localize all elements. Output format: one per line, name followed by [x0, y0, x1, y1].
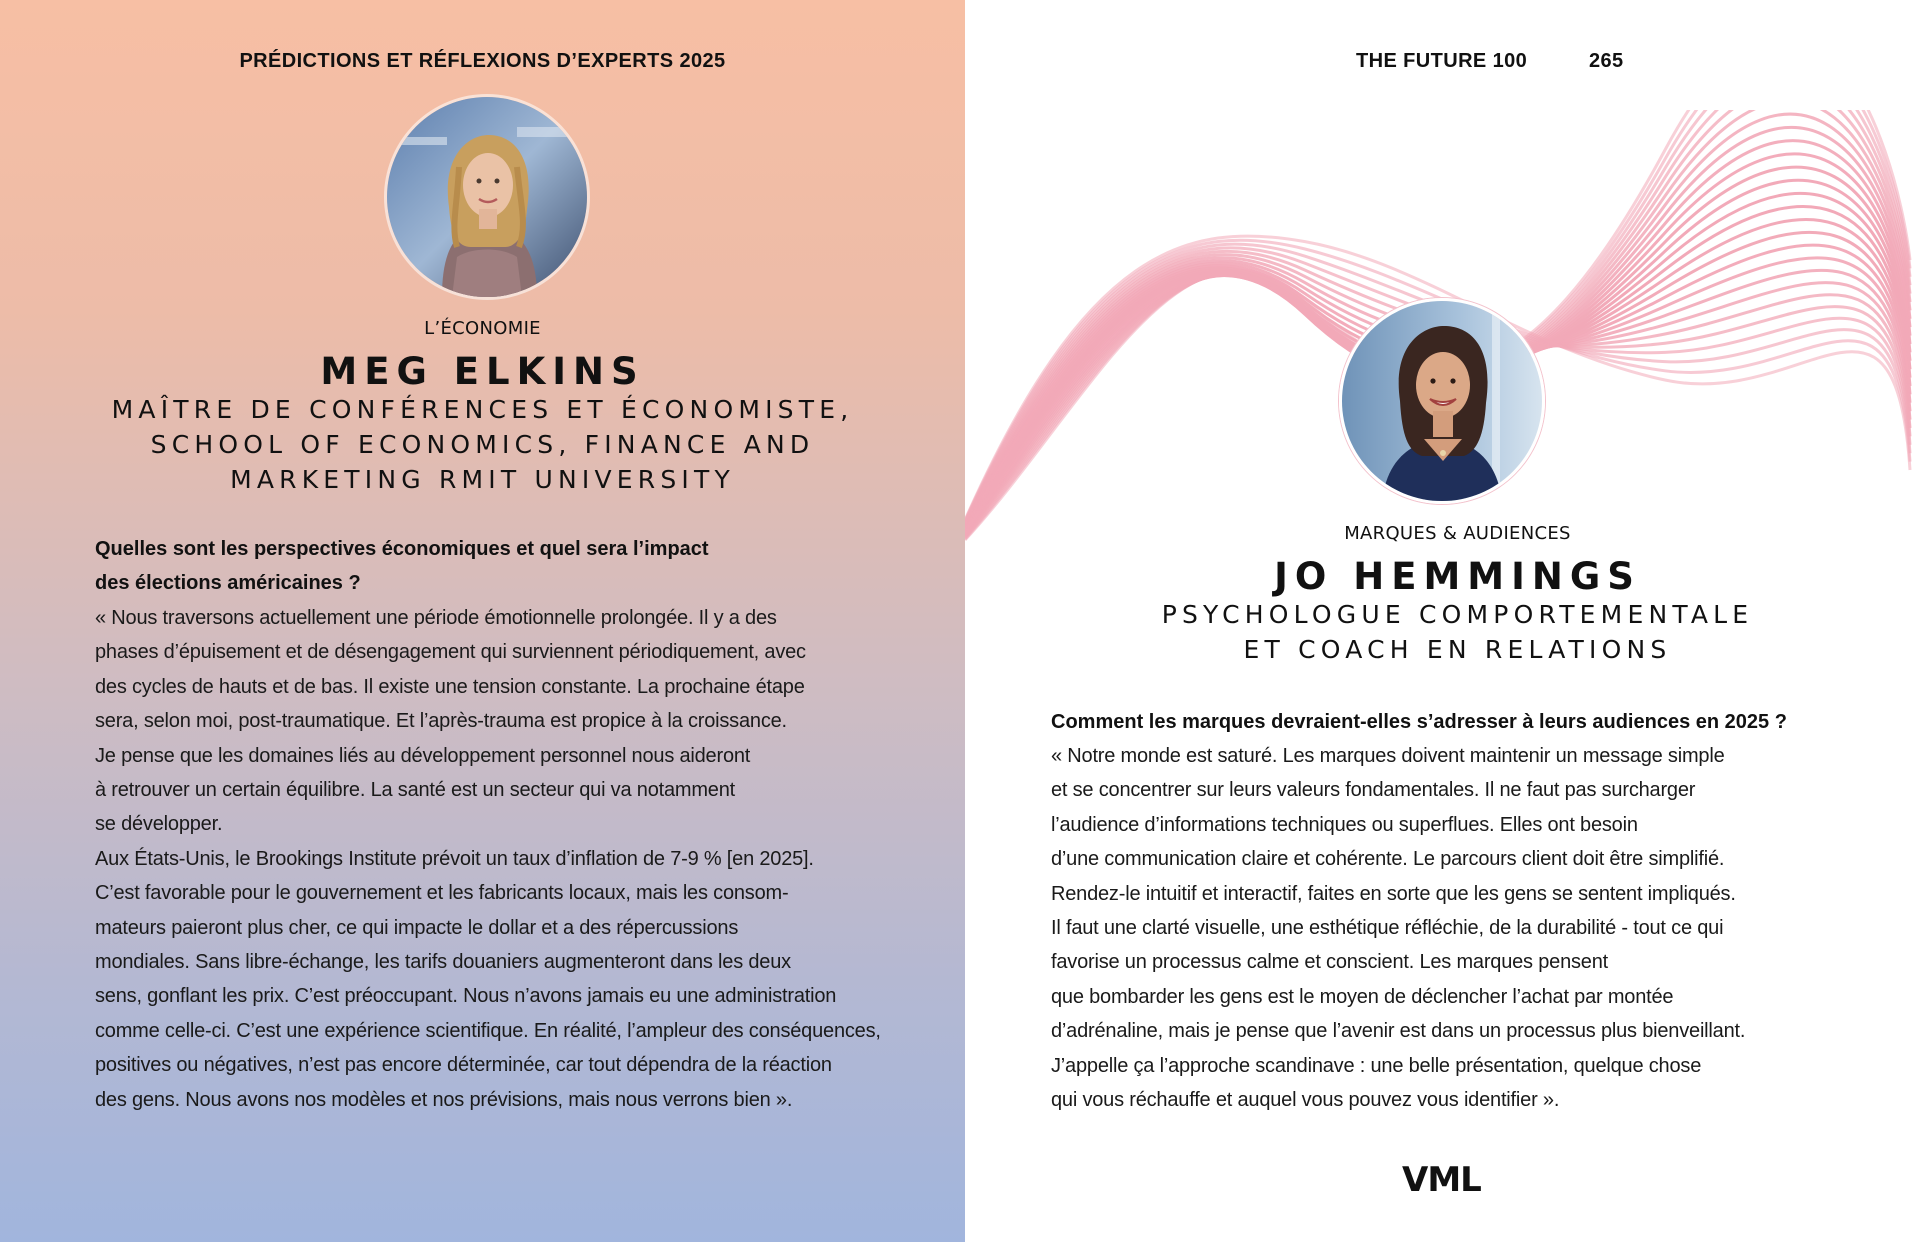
answer-line: d’adrénaline, mais je pense que l’avenir est dans un processus plus bienveillant. [1051, 1020, 1746, 1043]
answer-line: que bombarder les gens est le moyen de déclencher l’achat par montée [1051, 985, 1674, 1008]
interview-question [1051, 705, 1787, 739]
interview-answer [95, 601, 881, 1117]
role-line: ET COACH EN RELATIONS [1243, 635, 1672, 664]
role-line: MAÎTRE DE CONFÉRENCES ET ÉCONOMISTE, [111, 395, 854, 424]
speaker-name: JO HEMMINGS [1274, 555, 1641, 598]
vml-logo: VML [1402, 1160, 1481, 1200]
interview-question [95, 532, 709, 600]
answer-line: sera, selon moi, post-traumatique. Et l’après-trauma est propice à la croissance. [95, 710, 787, 733]
role-line: SCHOOL OF ECONOMICS, FINANCE AND [150, 430, 815, 459]
running-head: THE FUTURE 100 [1356, 50, 1528, 72]
portrait-meg-elkins [384, 94, 590, 300]
question-line: Comment les marques devraient-elles s’adresser à leurs audiences en 2025 ? [1051, 711, 1787, 733]
answer-line: C’est favorable pour le gouvernement et les fabricants locaux, mais les consom- [95, 882, 789, 905]
answer-line: l’audience d’informations techniques ou superflues. Elles ont besoin [1051, 813, 1638, 836]
answer-line: Rendez-le intuitif et interactif, faites en sorte que les gens se sentent impliqués. [1051, 882, 1736, 905]
answer-line: favorise un processus calme et conscient. Les marques pensent [1051, 951, 1608, 974]
answer-line: Il faut une clarté visuelle, une esthétique réfléchie, de la durabilité - tout ce qui [1051, 917, 1724, 940]
page-number: 265 [1589, 50, 1624, 72]
answer-line: J’appelle ça l’approche scandinave : une belle présentation, quelque chose [1051, 1054, 1702, 1077]
running-head: PRÉDICTIONS ET RÉFLEXIONS D’EXPERTS 2025 [239, 50, 726, 72]
answer-line: Je pense que les domaines liés au développement personnel nous aideront [95, 744, 751, 767]
category-label: MARQUES & AUDIENCES [1344, 523, 1571, 544]
category-label: L’ÉCONOMIE [424, 318, 541, 339]
right-page [965, 0, 1920, 1242]
question-line: des élections américaines ? [95, 572, 361, 594]
interview-answer [1051, 739, 1745, 1117]
answer-line: d’une communication claire et cohérente. Le parcours client doit être simplifié. [1051, 848, 1725, 871]
answer-line: mondiales. Sans libre-échange, les tarifs douaniers augmenteront dans les deux [95, 951, 791, 974]
speaker-role [0, 392, 965, 497]
answer-line: se développer. [95, 813, 223, 836]
role-line: MARKETING RMIT UNIVERSITY [230, 465, 735, 494]
answer-line: et se concentrer sur leurs valeurs fondamentales. Il ne faut pas surcharger [1051, 779, 1696, 802]
speaker-name: MEG ELKINS [320, 350, 645, 393]
question-line: Quelles sont les perspectives économiques et quel sera l’impact [95, 538, 709, 560]
answer-line: Aux États-Unis, le Brookings Institute prévoit un taux d’inflation de 7-9 % [en 2025]. [95, 847, 814, 870]
answer-line: « Nous traversons actuellement une période émotionnelle prolongée. Il y a des [95, 607, 777, 629]
answer-line: phases d’épuisement et de désengagement qui surviennent périodiquement, avec [95, 641, 806, 664]
answer-line: mateurs paieront plus cher, ce qui impacte le dollar et a des répercussions [95, 916, 739, 939]
answer-line: sens, gonflant les prix. C’est préoccupant. Nous n’avons jamais eu une administration [95, 985, 837, 1008]
portrait-jo-hemmings [1339, 298, 1545, 504]
answer-line: des cycles de hauts et de bas. Il existe une tension constante. La prochaine étape [95, 675, 805, 698]
answer-line: positives ou négatives, n’est pas encore déterminée, car tout dépendra de la réaction [95, 1054, 832, 1077]
answer-line: à retrouver un certain équilibre. La santé est un secteur qui va notamment [95, 779, 736, 802]
answer-line: « Notre monde est saturé. Les marques doivent maintenir un message simple [1051, 745, 1725, 767]
answer-line: qui vous réchauffe et auquel vous pouvez vous identifier ». [1051, 1089, 1560, 1112]
role-line: PSYCHOLOGUE COMPORTEMENTALE [1161, 600, 1754, 629]
answer-line: des gens. Nous avons nos modèles et nos prévisions, mais nous verrons bien ». [95, 1088, 793, 1111]
speaker-role [965, 597, 1920, 667]
answer-line: comme celle-ci. C’est une expérience scientifique. En réalité, l’ampleur des conséquences, [95, 1019, 881, 1042]
